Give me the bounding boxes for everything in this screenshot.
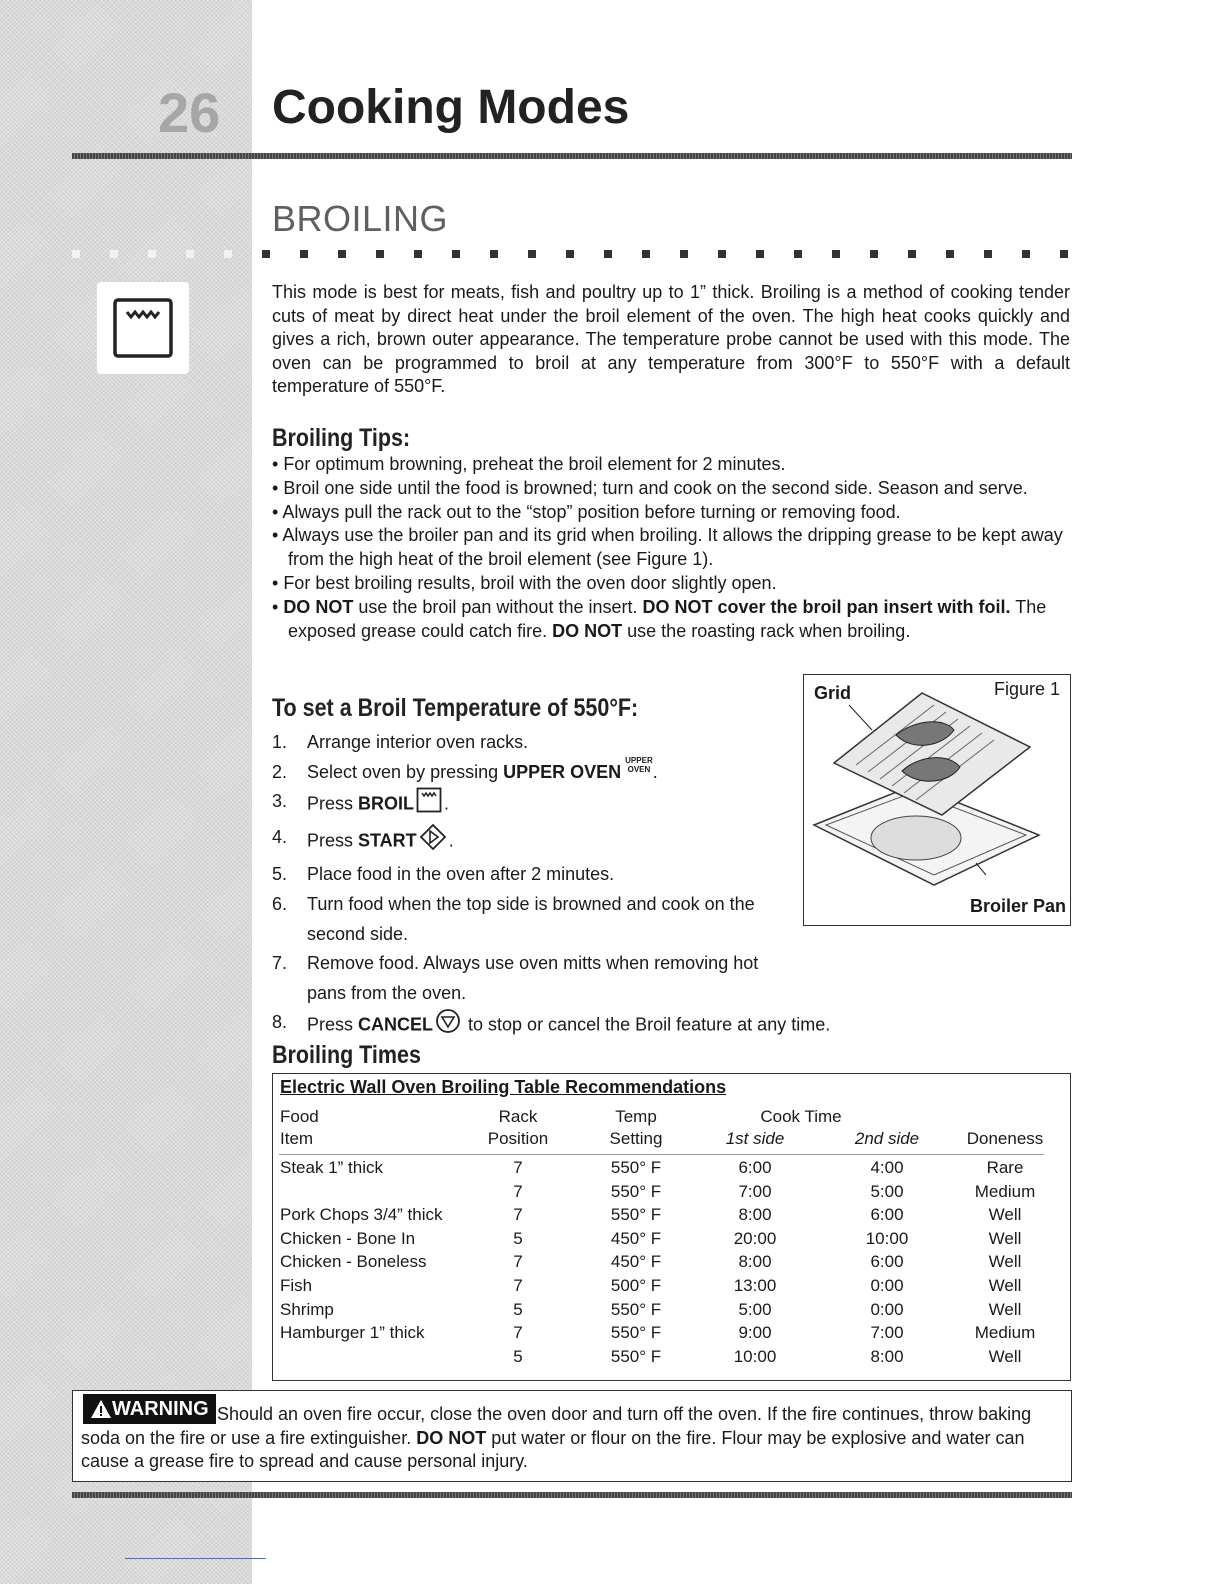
- table-cell-side2: 5:00: [870, 1181, 904, 1201]
- list-item: [272, 860, 892, 890]
- table-cell-side1: 10:00: [733, 1346, 777, 1366]
- warning-text: [81, 1403, 1063, 1474]
- table-header: 2nd side: [854, 1129, 920, 1148]
- table-cell-side2: 4:00: [870, 1158, 904, 1177]
- bold-text: DO NOT: [552, 620, 623, 641]
- intro-paragraph: This mode is best for meats, fish and poultry up to 1” thick. Broiling is a method of cooking tender cuts of meat by direct heat under the broil element of the oven. The high heat cooks quickly and gives a rich, brown outer appearance. The temperature probe cannot be used with this mode. The oven can be programmed to broil at any temperature from 300°F to 550°F with a default temperature of 550°F.: [272, 282, 1070, 397]
- table-cell-side2: 6:00: [870, 1252, 904, 1272]
- table-cell-side1: 8:00: [738, 1252, 772, 1272]
- step-number: 4.: [272, 826, 288, 847]
- table-cell-food: Shrimp: [280, 1299, 334, 1319]
- table-cell-doneness: Rare: [986, 1158, 1024, 1177]
- table-cell-rack: 7: [513, 1181, 523, 1201]
- table-cell-doneness: Well: [988, 1228, 1022, 1248]
- warning-badge: [83, 1394, 216, 1424]
- list-item: [272, 787, 892, 823]
- step-text: [307, 823, 777, 861]
- table-cell-temp: 550° F: [610, 1323, 662, 1343]
- warning-label: WARNING: [112, 1398, 209, 1420]
- table-cell-side1: 5:00: [738, 1299, 772, 1319]
- step-number: 3.: [272, 791, 288, 812]
- table-cell-doneness: Medium: [974, 1323, 1036, 1343]
- table-cell-food: Chicken - Boneless: [280, 1252, 427, 1272]
- page-number: 26: [158, 81, 221, 144]
- dotted-divider-sidebar: [72, 250, 252, 258]
- text: put water or flour on the fire. Flour may be explosive and water can cause a grease fire to spread and cause personal injury.: [81, 1427, 1025, 1472]
- table-cell-temp: 550° F: [610, 1181, 662, 1201]
- list-item: • Always use the broiler pan and its grid when broiling. It allows the dripping grease to be kept away from the high heat of the broil element (see Figure 1).: [272, 524, 1072, 572]
- table-cell-rack: 7: [513, 1252, 523, 1272]
- times-heading: Broiling Times: [272, 1041, 421, 1069]
- table-title: Electric Wall Oven Broiling Table Recommendations: [280, 1077, 727, 1097]
- table-cell-doneness: Well: [988, 1299, 1022, 1319]
- table-cell-temp: 550° F: [610, 1346, 662, 1366]
- table-cell-side2: 6:00: [870, 1205, 904, 1225]
- tips-heading: Broiling Tips:: [272, 424, 411, 452]
- table-header: Setting: [609, 1129, 663, 1148]
- table-cell-doneness: Well: [988, 1276, 1022, 1295]
- table-cell-temp: 500° F: [610, 1276, 662, 1295]
- step-text: Arrange interior oven racks.: [307, 732, 529, 752]
- step-text: [307, 1008, 892, 1044]
- icon-label: OVEN: [627, 764, 651, 774]
- table-header: Cook Time: [760, 1107, 842, 1126]
- table-cell-food: Hamburger 1” thick: [280, 1323, 425, 1343]
- footer-rule: [72, 1492, 1072, 1498]
- bold-text: DO NOT: [416, 1427, 487, 1448]
- table-cell-rack: 7: [513, 1205, 523, 1225]
- figure-pan-label: Broiler Pan: [969, 896, 1066, 916]
- key-name: START: [358, 830, 417, 851]
- bold-text: DO NOT: [283, 596, 354, 617]
- figure-broiler-pan: [803, 674, 1071, 926]
- figure-number-label: Figure 1: [993, 679, 1060, 699]
- warning-triangle-icon: [90, 1399, 112, 1419]
- section-title: BROILING: [272, 198, 449, 239]
- table-cell-doneness: Medium: [974, 1181, 1036, 1201]
- step-text: Place food in the oven after 2 minutes.: [307, 864, 615, 885]
- table-cell-temp: 550° F: [610, 1158, 662, 1177]
- page-link-line: [125, 1558, 266, 1559]
- text: Press: [307, 1014, 359, 1035]
- table-cell-side1: 8:00: [738, 1205, 772, 1225]
- text: Select oven by pressing: [307, 761, 504, 782]
- list-item: [272, 890, 892, 949]
- text: Press: [307, 793, 359, 814]
- steps-heading: To set a Broil Temperature of 550°F:: [272, 694, 639, 722]
- key-name: BROIL: [358, 793, 415, 814]
- list-item: [272, 728, 892, 758]
- text: .: [444, 793, 450, 814]
- bold-text: DO NOT cover the broil pan insert with foil.: [642, 596, 1011, 617]
- table-cell-side2: 10:00: [865, 1228, 909, 1248]
- broiler-pan-illustration: [804, 675, 1070, 925]
- table-cell-side2: 0:00: [870, 1299, 904, 1319]
- step-number: 7.: [272, 953, 288, 974]
- table-cell-rack: 7: [513, 1158, 523, 1177]
- table-cell-temp: 550° F: [610, 1299, 662, 1319]
- table-cell-side2: 7:00: [870, 1323, 904, 1343]
- text: use the broil pan without the insert.: [353, 596, 643, 617]
- text: .: [652, 761, 658, 782]
- broiling-table: [272, 1073, 1071, 1381]
- table-cell-food: Steak 1” thick: [280, 1158, 383, 1177]
- table-cell-food: Fish: [280, 1276, 313, 1295]
- step-number: 6.: [272, 893, 288, 914]
- table-cell-rack: 7: [513, 1276, 523, 1295]
- text: The exposed grease could catch fire.: [288, 596, 1047, 641]
- table-cell-side1: 6:00: [738, 1158, 772, 1177]
- table-cell-rack: 7: [513, 1323, 523, 1343]
- table-cell-side2: 0:00: [870, 1276, 904, 1295]
- step-text: [307, 787, 777, 823]
- table-header: Item: [280, 1129, 314, 1148]
- steps-list: [272, 728, 892, 1044]
- step-text: [307, 755, 777, 788]
- chapter-title: Cooking Modes: [272, 81, 630, 134]
- list-item: • For best broiling results, broil with the oven door slightly open.: [272, 572, 1072, 596]
- table-cell-doneness: Well: [988, 1346, 1022, 1366]
- table-header: Food: [280, 1107, 319, 1126]
- table-cell-side1: 13:00: [733, 1276, 777, 1295]
- table-cell-rack: 5: [513, 1299, 523, 1319]
- text: use the roasting rack when broiling.: [622, 620, 911, 641]
- table-header: Doneness: [966, 1129, 1044, 1148]
- table-cell-food: Pork Chops 3/4” thick: [280, 1205, 443, 1225]
- table-cell-temp: 550° F: [610, 1205, 662, 1225]
- list-item: [272, 949, 892, 1008]
- table-cell-side1: 9:00: [738, 1323, 772, 1343]
- list-item: [272, 596, 1072, 644]
- list-item: [272, 823, 892, 861]
- broil-key-icon: [416, 787, 442, 823]
- start-key-icon: [419, 823, 447, 861]
- text: Should an oven fire occur, close the oven door and turn off the oven. If the fire continues, throw baking soda on the fire or use a fire extinguisher.: [81, 1404, 1032, 1448]
- step-number: 2.: [272, 761, 288, 782]
- list-item: • Broil one side until the food is browned; turn and cook on the second side. Season and serve.: [272, 477, 1072, 501]
- table-header: Temp: [615, 1107, 657, 1126]
- step-number: 8.: [272, 1012, 288, 1033]
- table-cell-rack: 5: [513, 1346, 523, 1366]
- step-number: 1.: [272, 732, 288, 752]
- tips-list: [272, 453, 1072, 643]
- table-cell-side2: 8:00: [870, 1346, 904, 1366]
- table-divider: [279, 1154, 1044, 1155]
- sidebar-band: [0, 0, 252, 1584]
- figure-grid-label: Grid: [814, 683, 852, 703]
- text: .: [448, 830, 454, 851]
- table-cell-temp: 450° F: [610, 1252, 662, 1272]
- cancel-key-icon: [435, 1008, 461, 1044]
- broil-mode-icon: [97, 282, 189, 374]
- step-number: 5.: [272, 864, 288, 885]
- list-item: • Always pull the rack out to the “stop” position before turning or removing food.: [272, 501, 1072, 525]
- step-text: Turn food when the top side is browned and cook on the second side.: [307, 893, 755, 944]
- key-name: CANCEL: [358, 1014, 434, 1035]
- table-header: 1st side: [725, 1129, 785, 1148]
- key-name: UPPER OVEN: [503, 761, 622, 782]
- table-header: Rack: [498, 1107, 538, 1126]
- text: Press: [307, 830, 359, 851]
- table-cell-temp: 450° F: [610, 1228, 662, 1248]
- table-cell-side1: 7:00: [738, 1181, 772, 1201]
- table-cell-doneness: Well: [988, 1252, 1022, 1272]
- icon-label: UPPER: [625, 755, 653, 765]
- table-cell-food: Chicken - Bone In: [280, 1228, 416, 1248]
- list-item: • For optimum browning, preheat the broil element for 2 minutes.: [272, 453, 1072, 477]
- warning-box: [72, 1390, 1072, 1482]
- table-cell-doneness: Well: [988, 1205, 1022, 1225]
- header-rule: [72, 153, 1072, 159]
- list-item: [272, 755, 892, 788]
- table-cell-side1: 20:00: [733, 1228, 777, 1248]
- step-text: Remove food. Always use oven mitts when removing hot pans from the oven.: [307, 953, 759, 1003]
- table-header: Position: [487, 1129, 549, 1148]
- upper-oven-key-icon: [625, 756, 653, 774]
- list-item: [272, 1008, 892, 1044]
- text: to stop or cancel the Broil feature at any time.: [463, 1014, 831, 1035]
- table-cell-rack: 5: [513, 1228, 523, 1248]
